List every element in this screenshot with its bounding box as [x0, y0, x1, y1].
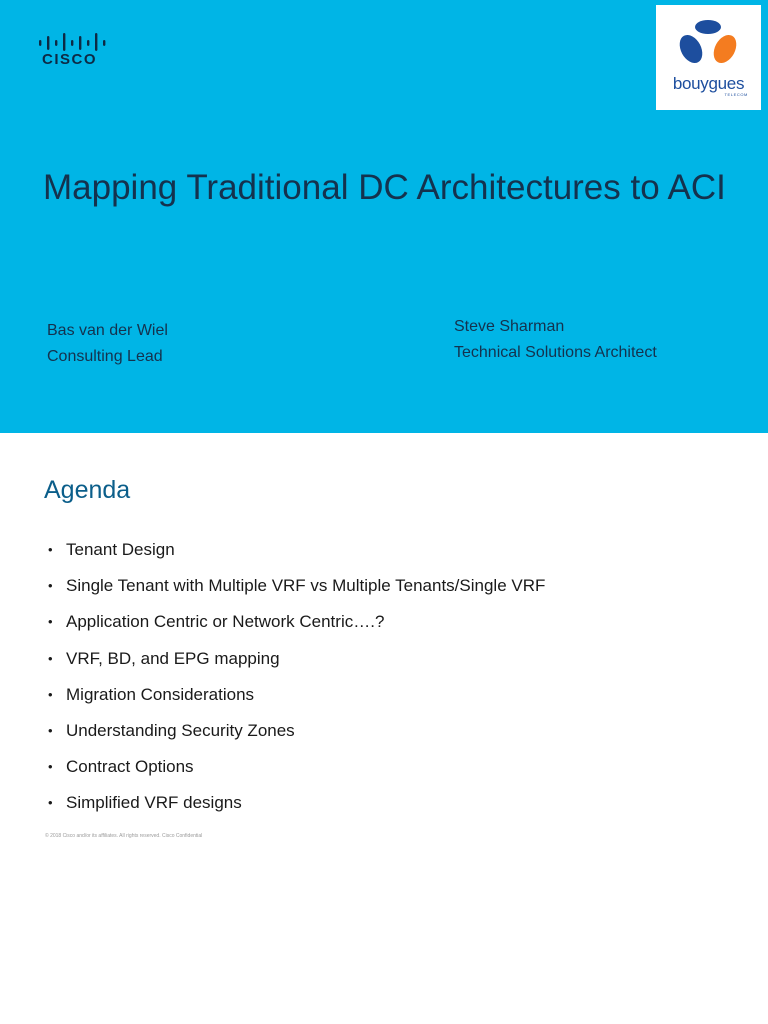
cisco-logo-text: CISCO: [42, 51, 98, 68]
bullet-icon: •: [48, 759, 53, 775]
bullet-icon: •: [48, 542, 53, 557]
agenda-item: [48, 536, 545, 572]
bullet-icon: •: [48, 614, 53, 630]
agenda-item-text: Contract Options: [66, 757, 194, 777]
title-slide: [0, 0, 768, 433]
agenda-list: [48, 536, 545, 826]
agenda-item: [48, 789, 545, 825]
agenda-item-text: VRF, BD, and EPG mapping: [66, 648, 280, 668]
bouygues-telecom-logo: [656, 5, 761, 110]
presenter-2: [454, 314, 657, 366]
agenda-item-text: Simplified VRF designs: [66, 793, 242, 813]
agenda-item-text: Tenant Design: [66, 540, 175, 559]
agenda-item-text: Understanding Security Zones: [66, 720, 295, 740]
bullet-icon: •: [48, 650, 53, 666]
agenda-heading: Agenda: [44, 476, 131, 504]
agenda-item: [48, 753, 545, 789]
bullet-icon: •: [48, 578, 53, 594]
agenda-item-text: Migration Considerations: [66, 684, 255, 704]
agenda-item-text: Single Tenant with Multiple VRF vs Multiple Tenants/Single VRF: [66, 576, 546, 596]
agenda-item: [48, 717, 545, 753]
bullet-icon: •: [48, 686, 53, 702]
presenter-role: Technical Solutions Architect: [454, 344, 657, 361]
agenda-item-text: Application Centric or Network Centric….?: [66, 612, 385, 632]
presenter-role: Consulting Lead: [47, 348, 163, 365]
cisco-logo: [38, 32, 110, 72]
bullet-icon: •: [48, 722, 53, 738]
presenter-name: Bas van der Wiel: [47, 322, 168, 339]
agenda-item: [48, 681, 545, 717]
bouygues-logo-text: bouygues: [672, 74, 745, 93]
cisco-bars-icon: [38, 32, 110, 52]
bullet-icon: •: [48, 795, 53, 811]
bouygues-logo-subtext: TELECOM: [724, 92, 748, 97]
copyright-notice: © 2018 Cisco and/or its affiliates. All rights reserved. Cisco Confidential: [45, 833, 203, 839]
agenda-item: [48, 572, 545, 608]
presenter-1: [47, 318, 168, 370]
bouygues-bubbles-icon: [656, 5, 761, 75]
presenter-name: Steve Sharman: [454, 318, 565, 335]
agenda-item: [48, 645, 545, 681]
presentation-title: Mapping Traditional DC Architectures to ACI: [43, 168, 726, 207]
agenda-item: [48, 608, 545, 644]
